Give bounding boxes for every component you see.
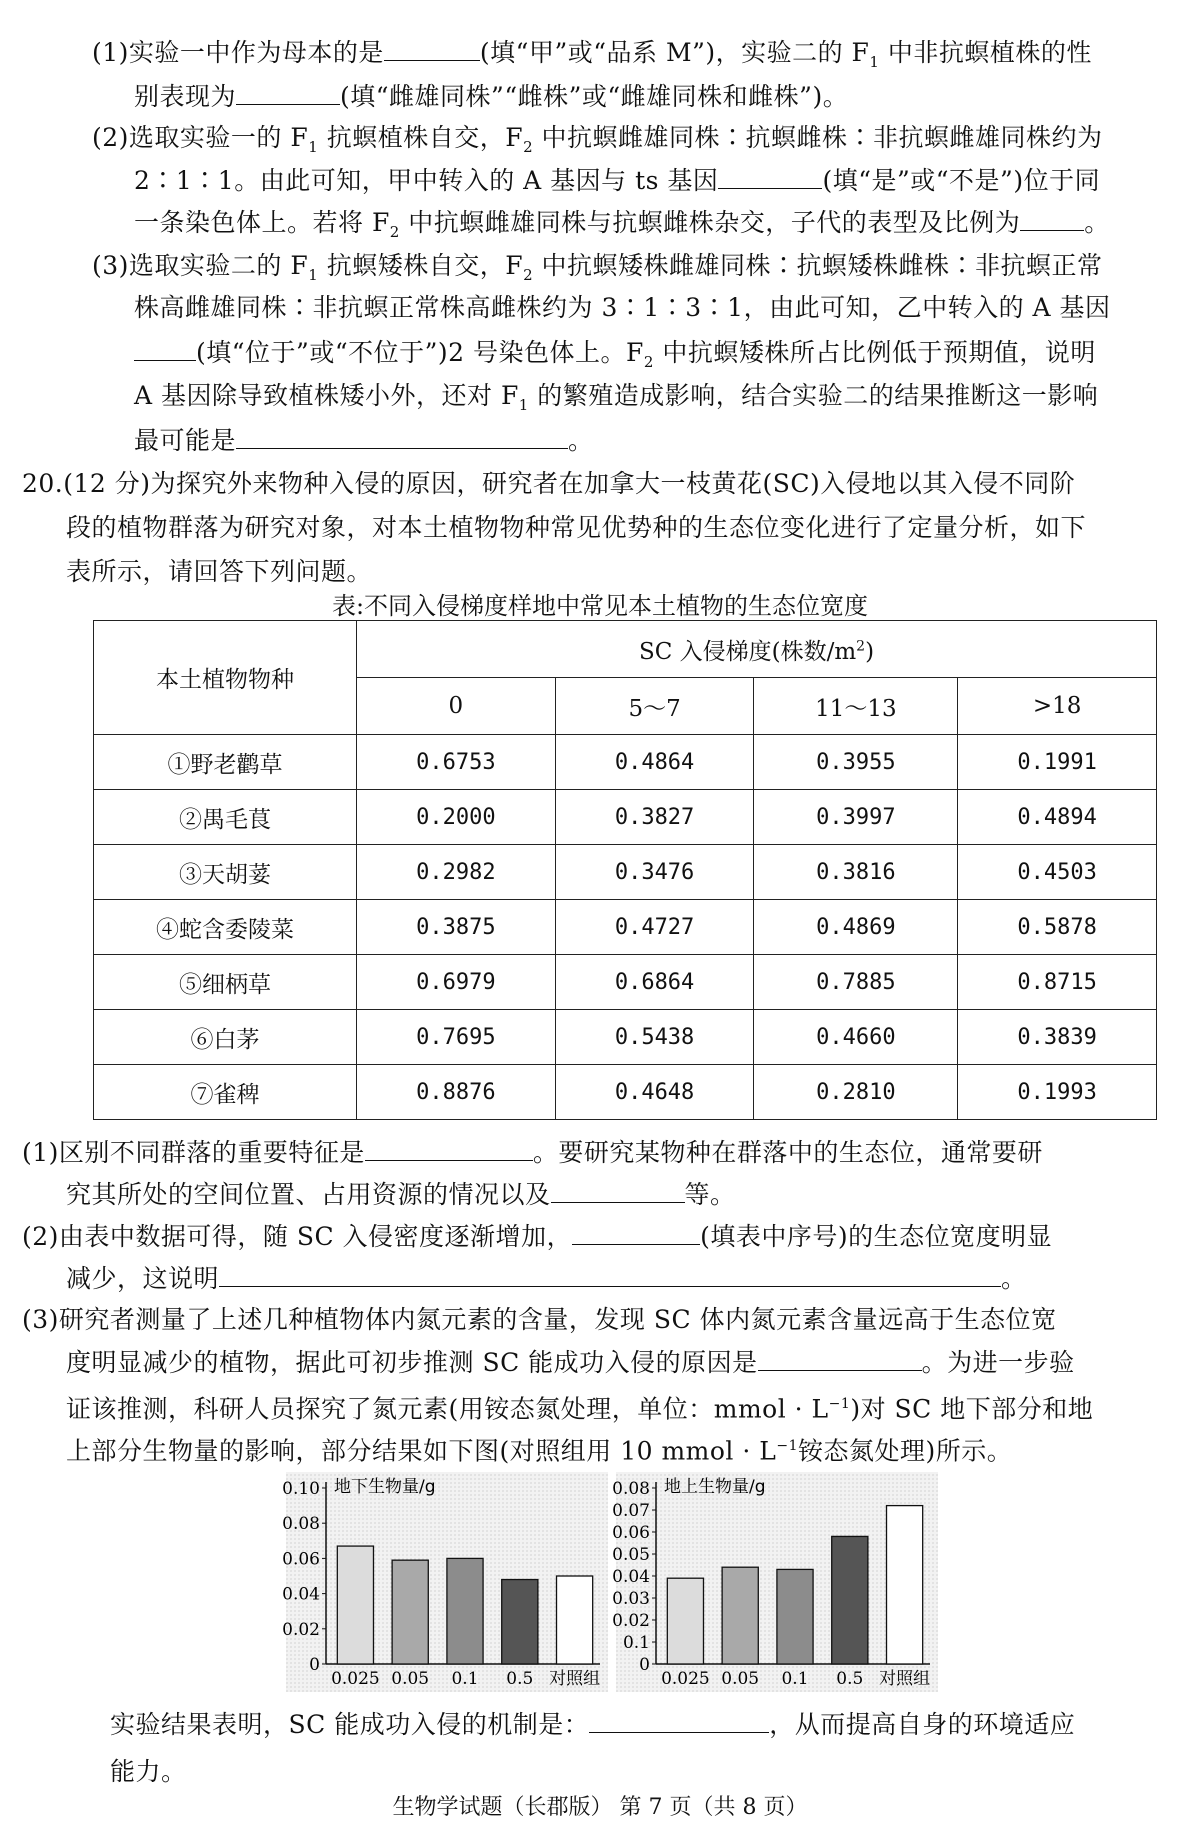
species-name: ⑥白茅 — [94, 1010, 357, 1065]
answer-blank[interactable] — [758, 1340, 922, 1371]
answer-blank[interactable] — [219, 1256, 1001, 1287]
table-cell: 0.6864 — [555, 955, 754, 1010]
table-cell: 0.8876 — [357, 1065, 556, 1120]
bar — [832, 1536, 868, 1664]
q19-part3-line5: 最可能是 。 — [134, 418, 594, 463]
q20-intro-line1: 20.(12 分)为探究外来物种入侵的原因，研究者在加拿大一枝黄花(SC)入侵地以其入侵不同阶 — [22, 469, 1076, 498]
y-tick-label: 0 — [639, 1655, 650, 1675]
x-tick-label: 0.05 — [721, 1669, 760, 1689]
table-cell: 0.5878 — [958, 900, 1157, 955]
table-row — [94, 735, 1157, 790]
table-cell: 0.3476 — [555, 845, 754, 900]
answer-blank[interactable] — [236, 418, 568, 449]
species-header: 本土植物物种 — [94, 621, 357, 735]
y-tick-label: 0.03 — [612, 1589, 650, 1609]
table-cell: 0.8715 — [958, 955, 1157, 1010]
q20-intro-line2: 段的植物群落为研究对象，对本土植物物种常见优势种的生态位变化进行了定量分析，如下 — [66, 513, 1087, 542]
x-tick-label: 0.5 — [506, 1669, 534, 1689]
table-cell: 0.3827 — [555, 790, 754, 845]
table-cell: 0.2000 — [357, 790, 556, 845]
x-tick-label: 0.05 — [391, 1669, 430, 1689]
q19-part1-line1: (1)实验一中作为母本的是 (填“甲”或“品系 M”)，实验二的 $F_1$ 中非抗螟植株的性 — [92, 30, 1092, 84]
q20-part3-line1: (3)研究者测量了上述几种植物体内氮元素的含量，发现 SC 体内氮元素含量远高于生态位宽 — [22, 1305, 1057, 1334]
species-name: ④蛇含委陵菜 — [94, 900, 357, 955]
y-tick-label: 0 — [309, 1655, 320, 1675]
table-cell: 0.2982 — [357, 845, 556, 900]
q19-part3-line4: A 基因除导致植株矮小外，还对 $F_1$ 的繁殖造成影响，结合实验二的结果推断这一影响 — [134, 381, 1099, 414]
y-tick-label: 0.05 — [612, 1545, 650, 1565]
chart-title: 地下生物量/g — [334, 1477, 436, 1497]
table-cell: 0.4727 — [555, 900, 754, 955]
q19-part3-line2: 株高雌雄同株∶非抗螟正常株高雌株约为 3∶1∶3∶1，由此可知，乙中转入的 A 基因 — [134, 293, 1111, 322]
table-cell: 0.3875 — [357, 900, 556, 955]
species-name: ①野老鹳草 — [94, 735, 357, 790]
table-row — [94, 790, 1157, 845]
q20-intro-line3: 表所示，请回答下列问题。 — [66, 557, 373, 586]
q19-part3-line3: (填“位于”或“不位于”)2 号染色体上。$F_2$ 中抗螟矮株所占比例低于预期值，说明 — [134, 330, 1096, 384]
q19-part2-line2: 2∶1∶1。由此可知，甲中转入的 A 基因与 ts 基因 (填“是”或“不是”)位于同 — [134, 158, 1100, 203]
y-tick-label: 0.04 — [282, 1584, 320, 1605]
y-tick-label: 0.08 — [282, 1514, 320, 1535]
niche-width-table — [93, 620, 1157, 1120]
bar — [447, 1558, 483, 1664]
table-cell: 0.4894 — [958, 790, 1157, 845]
x-tick-label: 对照组 — [879, 1669, 931, 1689]
table-row — [94, 845, 1157, 900]
table-cell: 0.6979 — [357, 955, 556, 1010]
answer-blank[interactable] — [718, 158, 822, 189]
table-cell: 0.4869 — [754, 900, 958, 955]
y-tick-label: 0.07 — [612, 1501, 650, 1521]
answer-blank[interactable] — [236, 74, 340, 105]
table-cell: 0.3955 — [754, 735, 958, 790]
table-cell: 0.6753 — [357, 735, 556, 790]
bar — [392, 1560, 428, 1664]
y-tick-label: 0.02 — [612, 1611, 650, 1631]
table-cell: 0.4864 — [555, 735, 754, 790]
table-cell: 0.4503 — [958, 845, 1157, 900]
y-tick-label: 0.06 — [612, 1523, 650, 1543]
table-caption: 表:不同入侵梯度样地中常见本土植物的生态位宽度 — [331, 592, 869, 620]
q19-part2-line1: (2)选取实验一的 $F_1$ 抗螟植株自交，$F_2$ 中抗螟雌雄同株∶抗螟雌株∶非抗螟雌雄同株约为 — [92, 123, 1103, 156]
y-tick-label: 0.08 — [612, 1479, 650, 1499]
species-name: ⑤细柄草 — [94, 955, 357, 1010]
x-tick-label: 对照组 — [549, 1669, 601, 1689]
bar — [722, 1567, 758, 1664]
table-cell: 0.3816 — [754, 845, 958, 900]
y-tick-label: 0.1 — [622, 1633, 650, 1653]
chart-title: 地上生物量/g — [664, 1477, 766, 1497]
table-row — [94, 955, 1157, 1010]
col-header: 0 — [357, 678, 556, 735]
table-cell: 0.7885 — [754, 955, 958, 1010]
q20-part1-line1: (1)区别不同群落的重要特征是 。要研究某物种在群落中的生态位，通常要研 — [22, 1130, 1043, 1175]
q19-part1-line2: 别表现为 (填“雌雄同株”“雌株”或“雌雄同株和雌株”)。 — [134, 74, 848, 119]
bar — [502, 1580, 538, 1664]
belowground-biomass-chart — [282, 1470, 612, 1698]
gradient-header: SC 入侵梯度(株数$/m^2$) — [357, 621, 1157, 678]
y-tick-label: 0.10 — [282, 1479, 320, 1499]
table-cell: 0.3997 — [754, 790, 958, 845]
bar — [337, 1546, 373, 1664]
col-header: >18 — [958, 678, 1157, 735]
q19-part2-line3: 一条染色体上。若将 $F_2$ 中抗螟雌雄同株与抗螟雌株杂交，子代的表型及比例为 。 — [134, 200, 1110, 254]
table-row — [94, 1010, 1157, 1065]
bar — [557, 1576, 593, 1664]
bar — [777, 1569, 813, 1664]
answer-blank[interactable] — [1020, 200, 1084, 231]
species-name: ⑦雀稗 — [94, 1065, 357, 1120]
q20-part3-line2: 度明显减少的植物，据此可初步推测 SC 能成功入侵的原因是 。为进一步验 — [66, 1340, 1075, 1385]
table-cell: 0.4648 — [555, 1065, 754, 1120]
table-cell: 0.1991 — [958, 735, 1157, 790]
answer-blank[interactable] — [589, 1702, 769, 1733]
table-cell: 0.1993 — [958, 1065, 1157, 1120]
page-footer: 生物学试题（长郡版） 第 7 页（共 8 页） — [392, 1795, 808, 1820]
q20-part3-line6: 能力。 — [110, 1757, 187, 1786]
y-tick-label: 0.06 — [282, 1549, 320, 1570]
bar — [887, 1506, 923, 1664]
table-cell: 0.4660 — [754, 1010, 958, 1065]
answer-blank[interactable] — [572, 1214, 700, 1245]
q20-part3-line4: 上部分生物量的影响，部分结果如下图(对照组用 10 mmol · $L^{-1}$铵态氮处理)所示。 — [66, 1436, 1013, 1466]
answer-blank[interactable] — [384, 30, 480, 61]
q20-part2-line2: 减少，这说明 。 — [66, 1256, 1027, 1301]
q19-part3-line1: (3)选取实验二的 $F_1$ 抗螟矮株自交，$F_2$ 中抗螟矮株雌雄同株∶抗螟矮株雌株∶非抗螟正常 — [92, 251, 1103, 284]
col-header: 5～7 — [555, 678, 754, 735]
q20-part2-line1: (2)由表中数据可得，随 SC 入侵密度逐渐增加， (填表中序号)的生态位宽度明显 — [22, 1214, 1052, 1259]
aboveground-biomass-chart — [612, 1470, 942, 1698]
table-cell: 0.7695 — [357, 1010, 556, 1065]
col-header: 11～13 — [754, 678, 958, 735]
table-row — [94, 1065, 1157, 1120]
y-tick-label: 0.04 — [612, 1567, 650, 1587]
x-tick-label: 0.5 — [836, 1669, 864, 1689]
q20-part3-line5: 实验结果表明，SC 能成功入侵的机制是： ，从而提高自身的环境适应 — [110, 1702, 1075, 1747]
species-name: ②禺毛茛 — [94, 790, 357, 845]
answer-blank[interactable] — [134, 330, 196, 361]
answer-blank[interactable] — [551, 1172, 685, 1203]
answer-blank[interactable] — [365, 1130, 533, 1161]
table-row — [94, 900, 1157, 955]
x-tick-label: 0.1 — [451, 1669, 479, 1689]
table-cell: 0.2810 — [754, 1065, 958, 1120]
q20-part3-line3: 证该推测，科研人员探究了氮元素(用铵态氮处理，单位：mmol · $L^{-1}$)对 SC 地下部分和地 — [66, 1394, 1094, 1424]
y-tick-label: 0.02 — [282, 1619, 320, 1640]
q20-part1-line2: 究其所处的空间位置、占用资源的情况以及 等。 — [66, 1172, 736, 1217]
table-cell: 0.5438 — [555, 1010, 754, 1065]
x-tick-label: 0.025 — [661, 1669, 710, 1689]
table-cell: 0.3839 — [958, 1010, 1157, 1065]
x-tick-label: 0.1 — [781, 1669, 809, 1689]
bar — [667, 1578, 703, 1664]
x-tick-label: 0.025 — [331, 1669, 380, 1689]
species-name: ③天胡荽 — [94, 845, 357, 900]
